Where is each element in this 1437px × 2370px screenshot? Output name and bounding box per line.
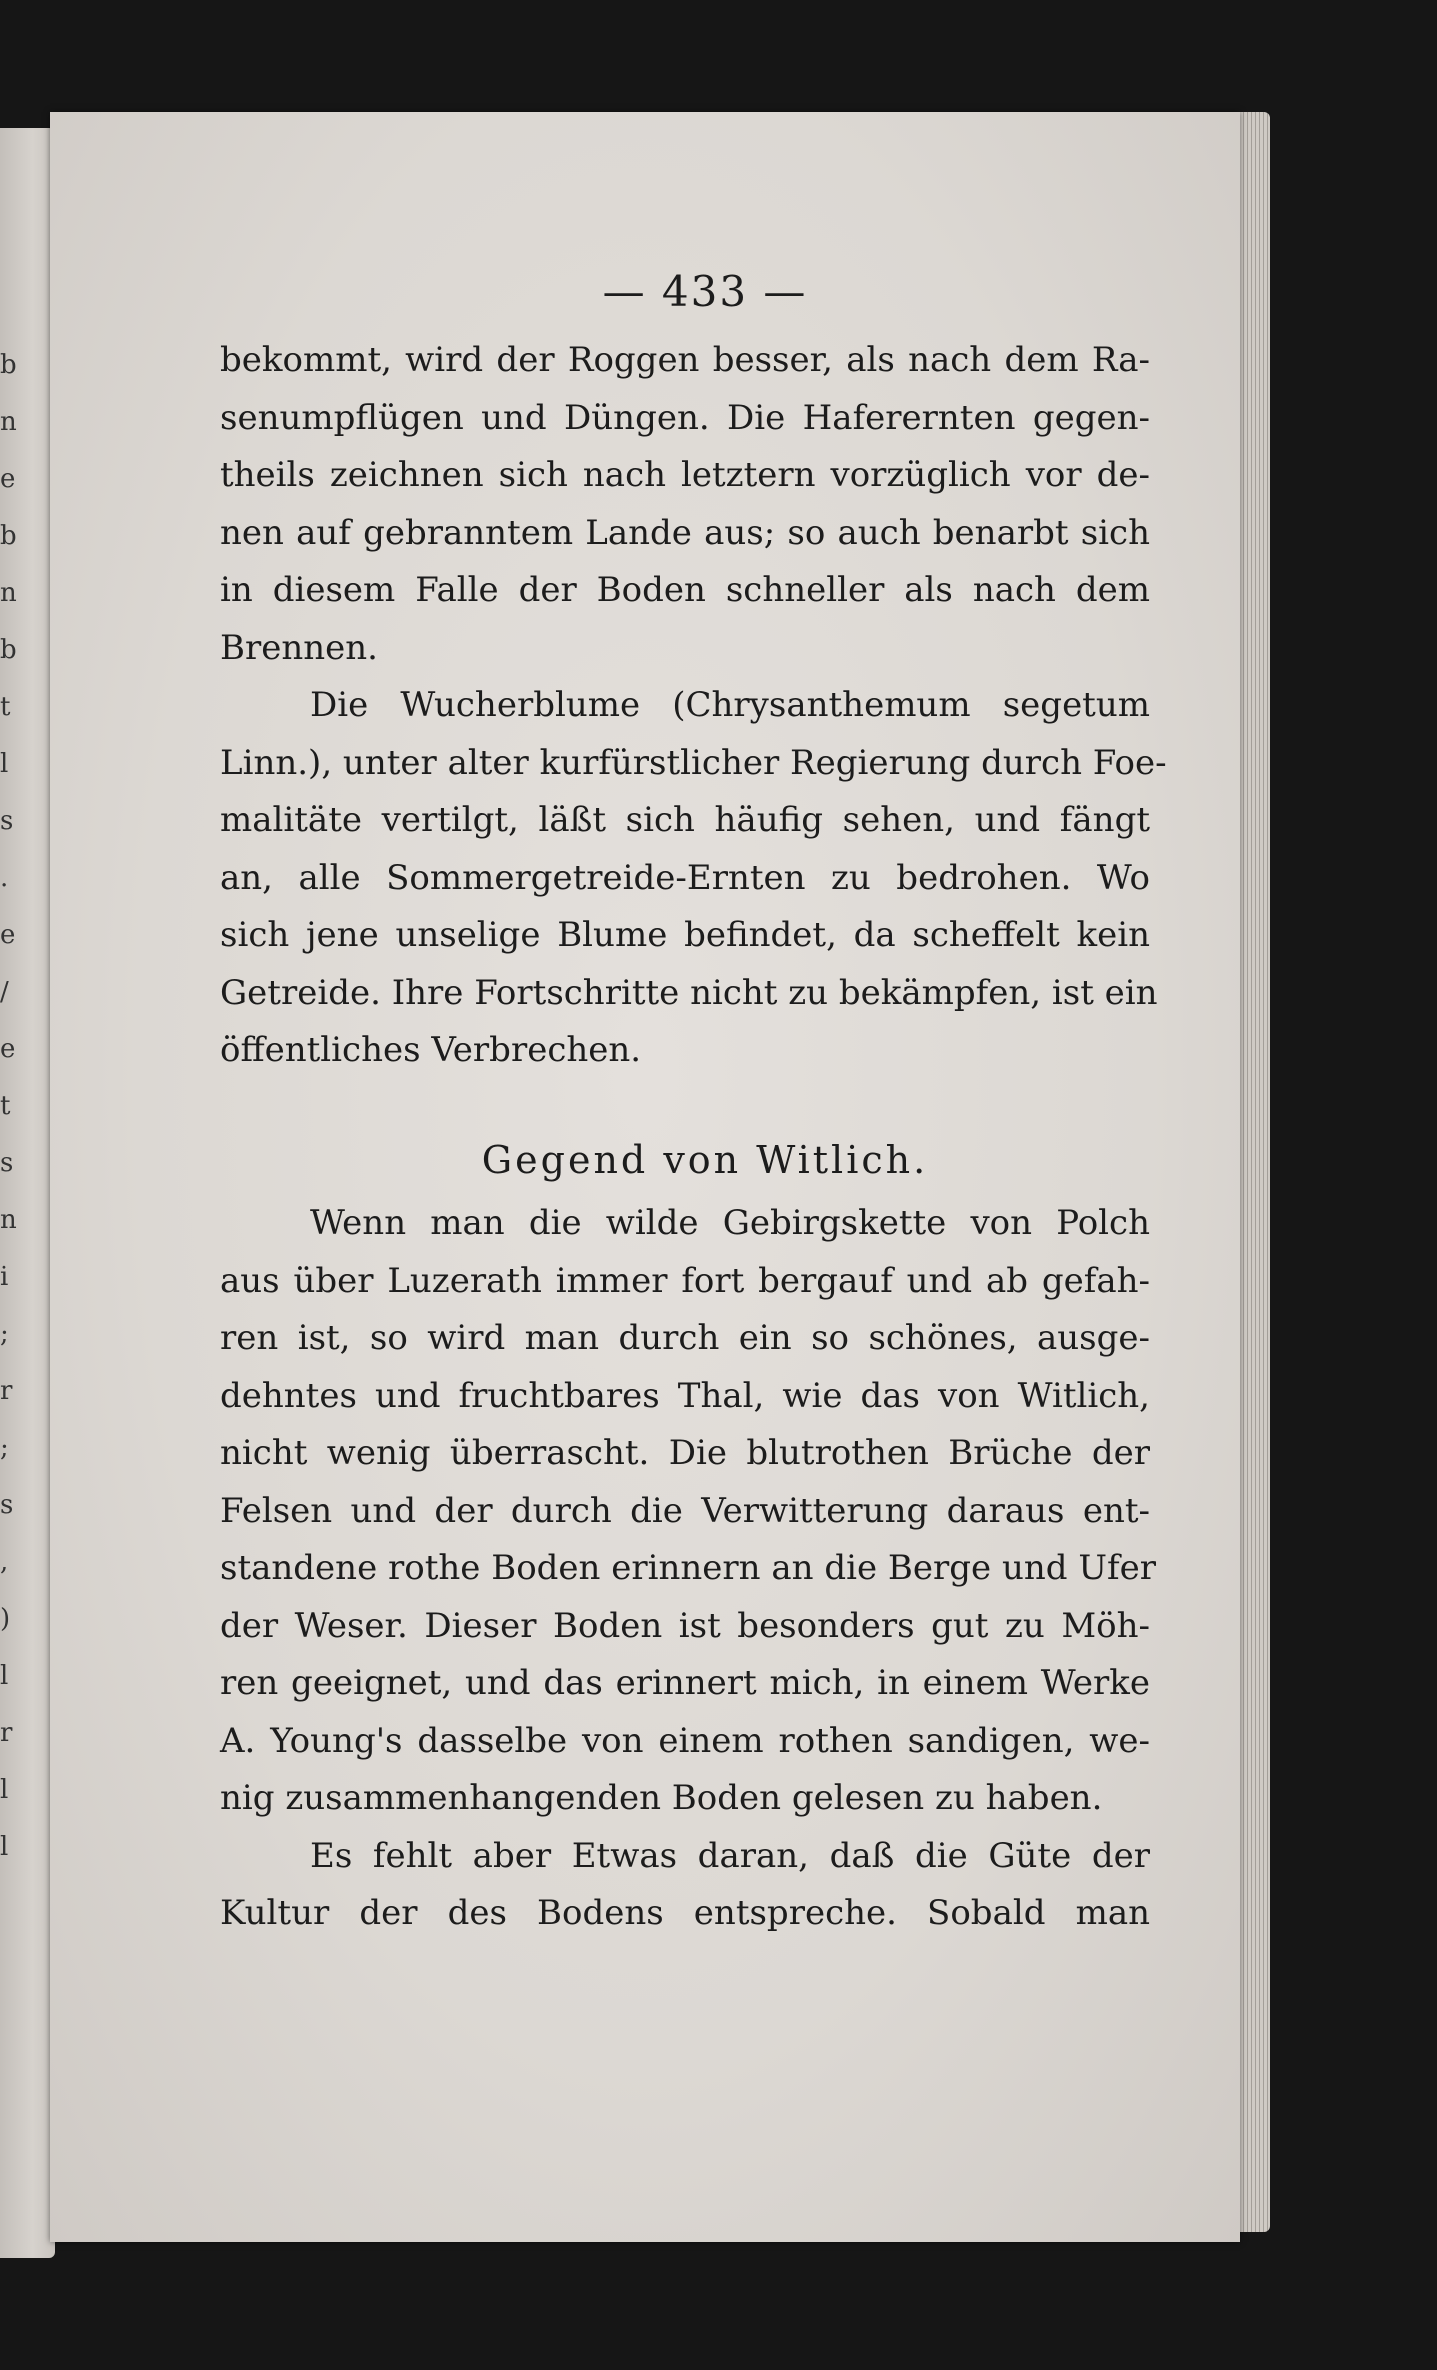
text-line: an, alle Sommergetreide-Ernten zu bedrohen. Wo (220, 857, 1150, 898)
text-line: Wenn man die wilde Gebirgskette von Polch (310, 1203, 1150, 1243)
paragraph-3 (220, 1195, 1156, 1828)
text-line: nig zusammenhangenden Boden gelesen zu haben. (220, 1778, 1103, 1818)
facing-page-glyph: t (0, 1091, 11, 1121)
facing-page-glyph: l (0, 1775, 9, 1805)
text-line: theils zeichnen sich nach letztern vorzüglich vor de- (220, 455, 1150, 495)
text-line: öffentliches Verbrechen. (220, 1030, 642, 1070)
text-line: nen auf gebranntem Lande aus; so auch benarbt sich (220, 512, 1150, 553)
facing-page-glyph: ; (0, 1319, 9, 1349)
facing-page-glyph: ) (0, 1604, 11, 1634)
paragraph-2 (220, 677, 1167, 1080)
book-page (50, 112, 1240, 2242)
facing-page-glyph: l (0, 1832, 9, 1862)
text-line: senumpflügen und Düngen. Die Haferernten gegen- (220, 397, 1150, 438)
facing-page-glyph: b (0, 521, 17, 551)
facing-page-glyph: l (0, 749, 9, 779)
facing-page-glyph: r (0, 1376, 13, 1406)
facing-page-glyph: t (0, 692, 11, 722)
text-line: Brennen. (220, 627, 378, 668)
text-line: aus über Luzerath immer fort bergauf und ab gefah- (220, 1260, 1150, 1301)
facing-page-glyph: s (0, 1490, 14, 1520)
section-heading: Gegend von Witlich. (481, 1137, 929, 1182)
facing-page-glyph: b (0, 350, 17, 380)
facing-page-glyph: n (0, 407, 17, 437)
text-line: in diesem Falle der Boden schneller als nach dem (220, 570, 1150, 610)
facing-page-glyph: l (0, 1661, 9, 1691)
page-content (220, 252, 1167, 1943)
page-number: — 433 — (602, 267, 808, 316)
paragraph-1 (220, 332, 1150, 677)
text-line: ren geeignet, und das erinnert mich, in einem Werke (220, 1663, 1150, 1703)
facing-page-glyph: ; (0, 1433, 9, 1463)
facing-page-glyph: e (0, 1034, 16, 1064)
text-line: standene rothe Boden erinnern an die Berge und Ufer (220, 1548, 1156, 1588)
facing-page-glyph: r (0, 1718, 13, 1748)
text-line: sich jene unselige Blume befindet, da scheffelt kein (220, 915, 1150, 955)
text-line: Felsen und der durch die Verwitterung daraus ent- (220, 1490, 1150, 1531)
text-line: dehntes und fruchtbares Thal, wie das von Witlich, (220, 1375, 1150, 1416)
text-line: bekommt, wird der Roggen besser, als nach dem Ra- (220, 340, 1150, 380)
paragraph-4 (220, 1828, 1150, 1943)
text-line: A. Young's dasselbe von einem rothen sandigen, we- (220, 1720, 1150, 1761)
text-line: Die Wucherblume (Chrysanthemum segetum (310, 685, 1150, 725)
facing-page-glyph: , (0, 1547, 9, 1577)
text-line: Getreide. Ihre Fortschritte nicht zu bekämpfen, ist ein (220, 972, 1158, 1013)
facing-page-glyph: / (0, 977, 9, 1007)
text-line: malitäte vertilgt, läßt sich häufig sehen, und fängt (220, 800, 1150, 840)
text-line: ren ist, so wird man durch ein so schönes, ausge- (220, 1318, 1150, 1358)
facing-page-glyph: e (0, 464, 16, 494)
facing-page-glyph: b (0, 635, 17, 665)
text-line: Es fehlt aber Etwas daran, daß die Güte der (310, 1835, 1150, 1876)
facing-page-glyph: i (0, 1262, 9, 1292)
text-line: Kultur der des Bodens entspreche. Sobald man (220, 1893, 1150, 1933)
facing-page-edge (0, 128, 55, 2258)
facing-page-glyph: n (0, 1205, 17, 1235)
facing-page-glyph: s (0, 806, 14, 836)
facing-page-glyph: e (0, 920, 16, 950)
text-line: nicht wenig überrascht. Die blutrothen Brüche der (220, 1433, 1150, 1473)
text-line: der Weser. Dieser Boden ist besonders gut zu Möh- (220, 1605, 1150, 1646)
facing-page-glyph: . (0, 863, 9, 893)
facing-page-glyph: s (0, 1148, 14, 1178)
facing-page-glyph: n (0, 578, 17, 608)
text-line: Linn.), unter alter kurfürstlicher Regierung durch Foe- (220, 742, 1167, 783)
